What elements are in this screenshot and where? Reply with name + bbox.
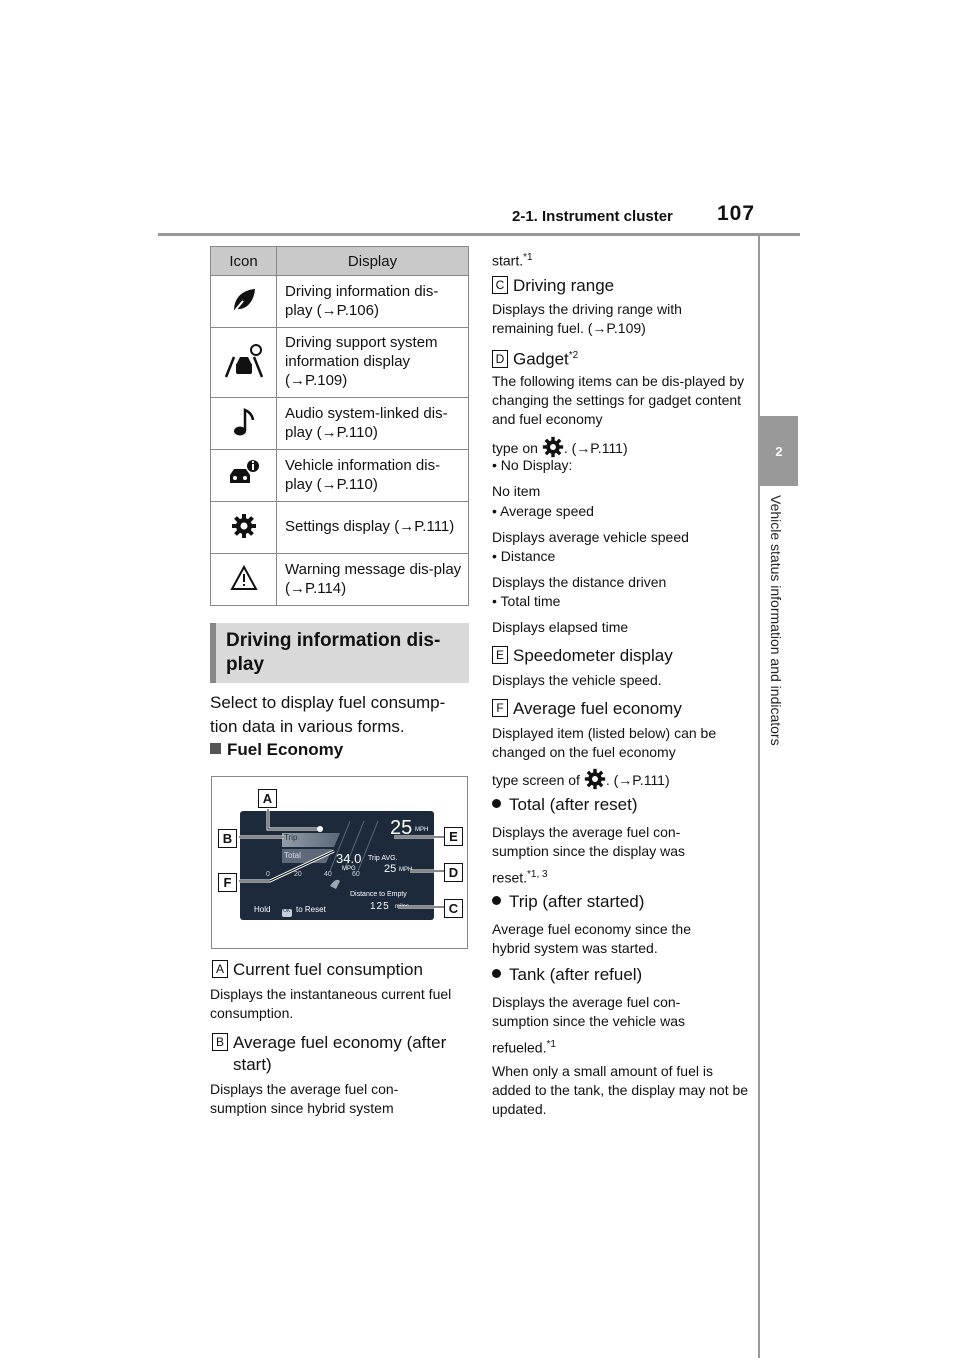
section-intro: Select to display fuel consump-tion data in various forms. <box>210 693 446 736</box>
item-c-desc: Displays the driving range with remaining fuel. (→P.109) <box>492 301 682 336</box>
table-row <box>211 450 469 502</box>
item-b-title: B Average fuel economy (after <box>212 1032 446 1054</box>
screen-scale-0: 0 <box>266 871 270 878</box>
callout-a: A <box>258 789 277 808</box>
screen-trip-avg-label: Trip AVG. <box>368 855 398 862</box>
screen-speed-unit: MPH <box>415 827 429 833</box>
item-e-desc: Displays the vehicle speed. <box>492 672 662 688</box>
table-row <box>211 328 469 398</box>
screen-total-label: Total <box>284 851 301 860</box>
item-d-title: D Gadget$^{*2}$ <box>492 345 578 371</box>
table-cell-text: Warning message dis-play (→P.114) <box>277 554 469 606</box>
item-b-desc: Displays the average fuel con-sumption since hybrid system <box>210 1081 399 1116</box>
callout-e: E <box>444 827 463 846</box>
screen-trip-avg-value: 25 <box>384 863 397 875</box>
col-icon-header: Icon <box>211 247 277 276</box>
trip-title: Trip (after started) <box>492 892 644 912</box>
section-header: 2-1. Instrument cluster <box>512 208 673 225</box>
tank-title: Tank (after refuel) <box>492 965 642 985</box>
total-desc: Displays the average fuel con-sumption since the display was <box>492 824 685 859</box>
bullet-dot-icon <box>492 896 501 905</box>
gear-icon <box>542 436 564 458</box>
list-item-desc: Displays elapsed time <box>492 619 629 635</box>
vehicle-info-icon <box>227 459 261 489</box>
item-a-desc: Displays the instantaneous current fuel consumption. <box>210 986 452 1021</box>
fuel-economy-subhead: Fuel Economy <box>210 740 343 760</box>
total-title: Total (after reset) <box>492 795 638 815</box>
table-cell-text: Driving support system information display (→P.109) <box>277 328 469 398</box>
list-item-desc: Displays the distance driven <box>492 574 667 590</box>
table-row <box>211 276 469 328</box>
page-number: 107 <box>717 202 756 225</box>
table-row <box>211 398 469 450</box>
callout-f: F <box>218 873 237 892</box>
trip-desc: Average fuel economy since the hybrid system was started. <box>492 921 691 956</box>
item-e-title: E Speedometer display <box>492 645 673 667</box>
list-item-bullet: • Distance <box>492 548 556 564</box>
screen-scale-20: 20 <box>294 871 302 878</box>
screen-dte-label: Distance to Empty <box>350 891 407 898</box>
chapter-title: Vehicle status information and indicators <box>768 495 784 746</box>
bullet-dot-icon <box>492 969 501 978</box>
header-rule <box>158 233 800 236</box>
total-desc-end: reset.$^{*1, 3}$ <box>492 869 548 886</box>
list-item-desc: No item <box>492 483 541 499</box>
table-cell-text: Driving information dis-play (→P.106) <box>277 276 469 328</box>
screen-dte-unit: miles <box>395 904 410 910</box>
chapter-tab[interactable]: 2 <box>760 416 798 486</box>
item-d-desc: The following items can be dis-played by changing the settings for gadget content and fuel economy <box>492 373 745 427</box>
table-row <box>211 554 469 606</box>
item-c-title: C Driving range <box>492 275 614 297</box>
item-b-title-cont: start) <box>233 1055 272 1074</box>
screen-speed: 25 <box>390 817 413 839</box>
list-item-desc: Displays average vehicle speed <box>492 529 689 545</box>
screen-scale-60: 60 <box>352 871 360 878</box>
callout-d: D <box>444 863 463 882</box>
list-item-bullet: • No Display: <box>492 457 573 473</box>
section-title: Driving information dis-play <box>210 623 469 683</box>
tank-desc: Displays the average fuel con-sumption since the vehicle was <box>492 994 685 1029</box>
driving-support-icon <box>222 343 266 379</box>
leaf-icon <box>229 285 259 315</box>
item-b-desc-cont: start.$^{*1}$ <box>492 252 533 269</box>
side-rule <box>758 236 760 1358</box>
item-d-type-line: type on . (→P.111) <box>492 436 628 458</box>
gear-icon <box>584 768 606 790</box>
item-f-type-line: type screen of . (→P.111) <box>492 768 670 790</box>
fuel-economy-figure <box>211 776 468 949</box>
screen-ok-label: OK <box>283 908 291 914</box>
callout-b: B <box>218 829 237 848</box>
gear-icon <box>231 513 257 539</box>
screen-trip-label: Trip <box>284 833 298 842</box>
bullet-dot-icon <box>492 799 501 808</box>
screen-to-reset-label: to Reset <box>296 905 326 914</box>
icon-display-table <box>210 246 469 606</box>
list-item-bullet: • Average speed <box>492 503 594 519</box>
screen-mpg-value: 34.0 <box>336 851 362 866</box>
table-cell-text: Settings display (→P.111) <box>277 502 469 554</box>
screen-scale-40: 40 <box>324 871 332 878</box>
list-item-bullet: • Total time <box>492 593 561 609</box>
screen-mpg-unit: MPG <box>342 866 356 872</box>
tank-note: When only a small amount of fuel is added to the tank, the display may not be updated. <box>492 1063 749 1117</box>
square-bullet-icon <box>210 743 221 754</box>
item-f-desc: Displayed item (listed below) can be changed on the fuel economy <box>492 725 717 760</box>
music-note-icon <box>232 407 256 437</box>
tank-desc-end: refueled.$^{*1}$ <box>492 1039 556 1056</box>
table-cell-text: Audio system-linked dis-play (→P.110) <box>277 398 469 450</box>
item-f-title: F Average fuel economy <box>492 698 682 720</box>
screen-trip-avg-unit: MPH <box>399 867 413 873</box>
table-cell-text: Vehicle information dis-play (→P.110) <box>277 450 469 502</box>
callout-leaders <box>212 777 469 950</box>
warning-icon <box>230 565 258 591</box>
screen-dte-value: 125 <box>370 901 390 912</box>
screen-hold-label: Hold <box>254 905 271 914</box>
callout-c: C <box>444 899 463 918</box>
col-display-header: Display <box>277 247 469 276</box>
item-a-title: A Current fuel consumption <box>212 959 423 981</box>
table-row <box>211 502 469 554</box>
